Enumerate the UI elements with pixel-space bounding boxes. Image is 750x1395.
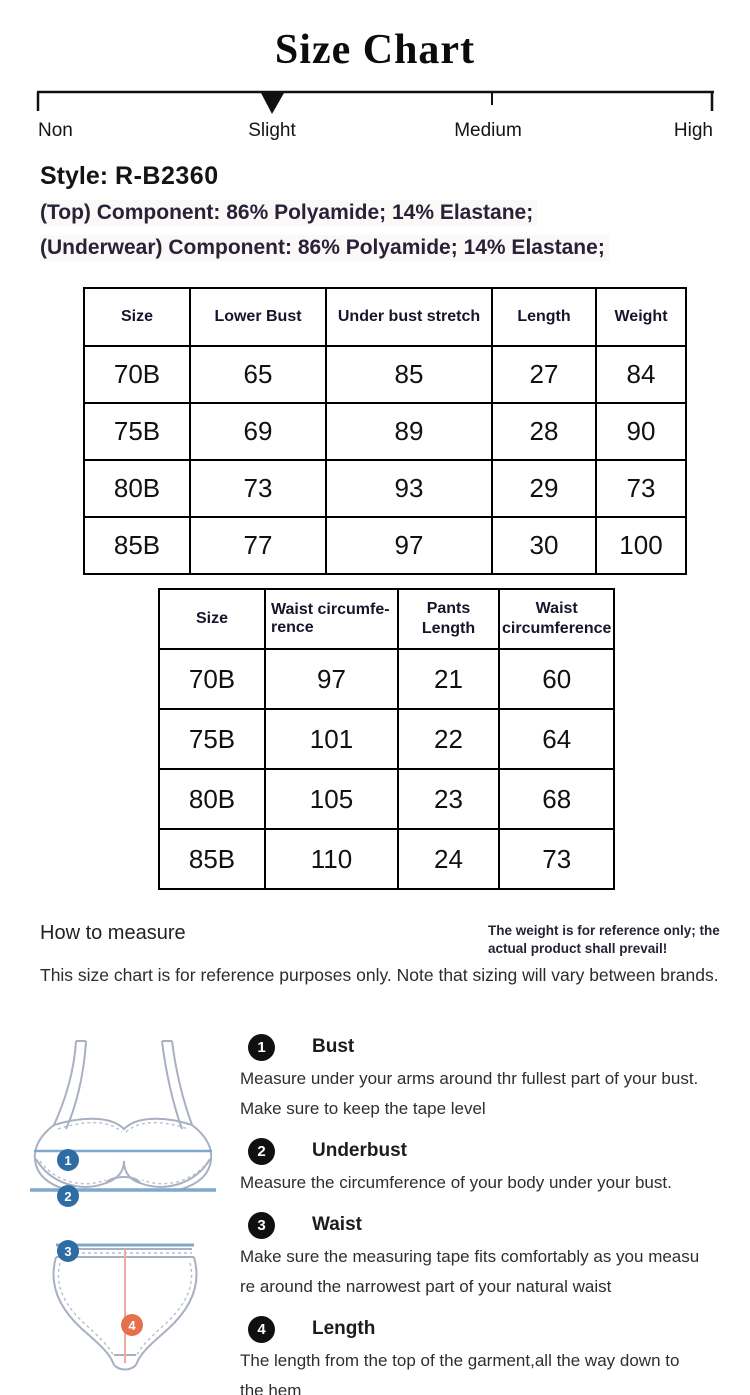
cell-value: 65 bbox=[190, 346, 326, 403]
scale-label-non: Non bbox=[38, 120, 73, 141]
step-waist-line-1: Make sure the measuring tape fits comfortably as you measu bbox=[240, 1247, 700, 1266]
cell-value: 77 bbox=[190, 517, 326, 574]
col-header-size: Size bbox=[84, 288, 190, 346]
col-header-pants-length: Pants Length bbox=[398, 589, 499, 649]
step-bust-line-1: Measure under your arms around thr fullest part of your bust. bbox=[240, 1069, 699, 1088]
cell-value: 105 bbox=[265, 769, 398, 829]
bra-size-table bbox=[83, 287, 687, 575]
cell-value: 89 bbox=[326, 403, 492, 460]
cell-value: 69 bbox=[190, 403, 326, 460]
marker-4-number: 4 bbox=[128, 1318, 136, 1333]
garment-diagram bbox=[20, 1033, 232, 1393]
col-header-length: Length bbox=[492, 288, 596, 346]
cell-value: 64 bbox=[499, 709, 614, 769]
cell-value: 24 bbox=[398, 829, 499, 889]
table-row bbox=[159, 769, 614, 829]
cell-value: 101 bbox=[265, 709, 398, 769]
table-row bbox=[159, 709, 614, 769]
scale-label-high: High bbox=[673, 120, 713, 141]
step-bust-line-2: Make sure to keep the tape level bbox=[240, 1099, 486, 1118]
step-length-title: Length bbox=[312, 1318, 376, 1339]
cell-value: 110 bbox=[265, 829, 398, 889]
step-waist-header bbox=[240, 1208, 745, 1242]
step-bust-header bbox=[240, 1030, 745, 1064]
step-underbust-header bbox=[240, 1134, 745, 1168]
cell-value: 68 bbox=[499, 769, 614, 829]
step-length-line-1: The length from the top of the garment,all the way down to bbox=[240, 1351, 680, 1370]
marker-2-number: 2 bbox=[64, 1189, 72, 1204]
cell-value: 29 bbox=[492, 460, 596, 517]
col-header-weight: Weight bbox=[596, 288, 686, 346]
style-line bbox=[40, 162, 219, 191]
step-4-badge-icon: 4 bbox=[248, 1316, 275, 1343]
step-2-badge-icon: 2 bbox=[248, 1138, 275, 1165]
cell-value: 30 bbox=[492, 517, 596, 574]
cell-value: 84 bbox=[596, 346, 686, 403]
cell-size: 80B bbox=[84, 460, 190, 517]
step-waist-line-2: re around the narrowest part of your natural waist bbox=[240, 1277, 612, 1296]
cell-value: 90 bbox=[596, 403, 686, 460]
col-header-under-bust-stretch: Under bust stretch bbox=[326, 288, 492, 346]
step-waist-title: Waist bbox=[312, 1214, 362, 1235]
table-row bbox=[159, 649, 614, 709]
table-row bbox=[84, 517, 686, 574]
cell-size: 75B bbox=[84, 403, 190, 460]
cell-size: 70B bbox=[84, 346, 190, 403]
component-underwear: (Underwear) Component: 86% Polyamide; 14% Elastane; bbox=[40, 235, 609, 261]
underwear-size-table bbox=[158, 588, 615, 890]
table-row bbox=[84, 346, 686, 403]
step-underbust-title: Underbust bbox=[312, 1140, 407, 1161]
cell-value: 73 bbox=[190, 460, 326, 517]
cell-size: 75B bbox=[159, 709, 265, 769]
step-3-badge-icon: 3 bbox=[248, 1212, 275, 1239]
measure-steps bbox=[240, 1030, 745, 1395]
cell-size: 80B bbox=[159, 769, 265, 829]
cell-value: 60 bbox=[499, 649, 614, 709]
style-value: R-B2360 bbox=[115, 162, 219, 190]
step-1-badge-icon: 1 bbox=[248, 1034, 275, 1061]
cell-value: 97 bbox=[326, 517, 492, 574]
table-header-row bbox=[84, 288, 686, 346]
cell-value: 73 bbox=[596, 460, 686, 517]
cell-value: 28 bbox=[492, 403, 596, 460]
how-to-measure-heading: How to measure bbox=[40, 922, 186, 944]
cell-value: 27 bbox=[492, 346, 596, 403]
cell-value: 23 bbox=[398, 769, 499, 829]
table-header-row bbox=[159, 589, 614, 649]
col-header-size: Size bbox=[159, 589, 265, 649]
step-length-header bbox=[240, 1312, 745, 1346]
step-length-line-2: the hem bbox=[240, 1381, 302, 1395]
cell-value: 22 bbox=[398, 709, 499, 769]
table-row bbox=[84, 460, 686, 517]
component-top: (Top) Component: 86% Polyamide; 14% Elastane; bbox=[40, 200, 537, 226]
col-header-waist-circumference: Waist circumfe-rence bbox=[265, 589, 398, 649]
cell-value: 100 bbox=[596, 517, 686, 574]
cell-size: 85B bbox=[84, 517, 190, 574]
scale-marker-icon bbox=[261, 93, 284, 114]
cell-value: 85 bbox=[326, 346, 492, 403]
step-underbust-line-1: Measure the circumference of your body under your bust. bbox=[240, 1173, 672, 1192]
marker-1-number: 1 bbox=[64, 1153, 72, 1168]
page-title: Size Chart bbox=[274, 27, 476, 73]
weight-note: The weight is for reference only; the actual product shall prevail! bbox=[488, 923, 720, 957]
thickness-scale bbox=[0, 88, 750, 124]
col-header-lower-bust: Lower Bust bbox=[190, 288, 326, 346]
style-label: Style: bbox=[40, 162, 109, 190]
cell-size: 85B bbox=[159, 829, 265, 889]
cell-value: 73 bbox=[499, 829, 614, 889]
step-bust-title: Bust bbox=[312, 1036, 355, 1057]
reference-note: This size chart is for reference purposes only. Note that sizing will vary between brands. bbox=[40, 965, 719, 985]
col-header-waist-circumference-2: Waist circumference bbox=[499, 589, 614, 649]
table-row bbox=[159, 829, 614, 889]
cell-value: 21 bbox=[398, 649, 499, 709]
cell-size: 70B bbox=[159, 649, 265, 709]
cell-value: 97 bbox=[265, 649, 398, 709]
scale-label-slight: Slight bbox=[248, 120, 296, 141]
table-row bbox=[84, 403, 686, 460]
marker-3-number: 3 bbox=[64, 1244, 72, 1259]
cell-value: 93 bbox=[326, 460, 492, 517]
scale-label-medium: Medium bbox=[454, 120, 522, 141]
